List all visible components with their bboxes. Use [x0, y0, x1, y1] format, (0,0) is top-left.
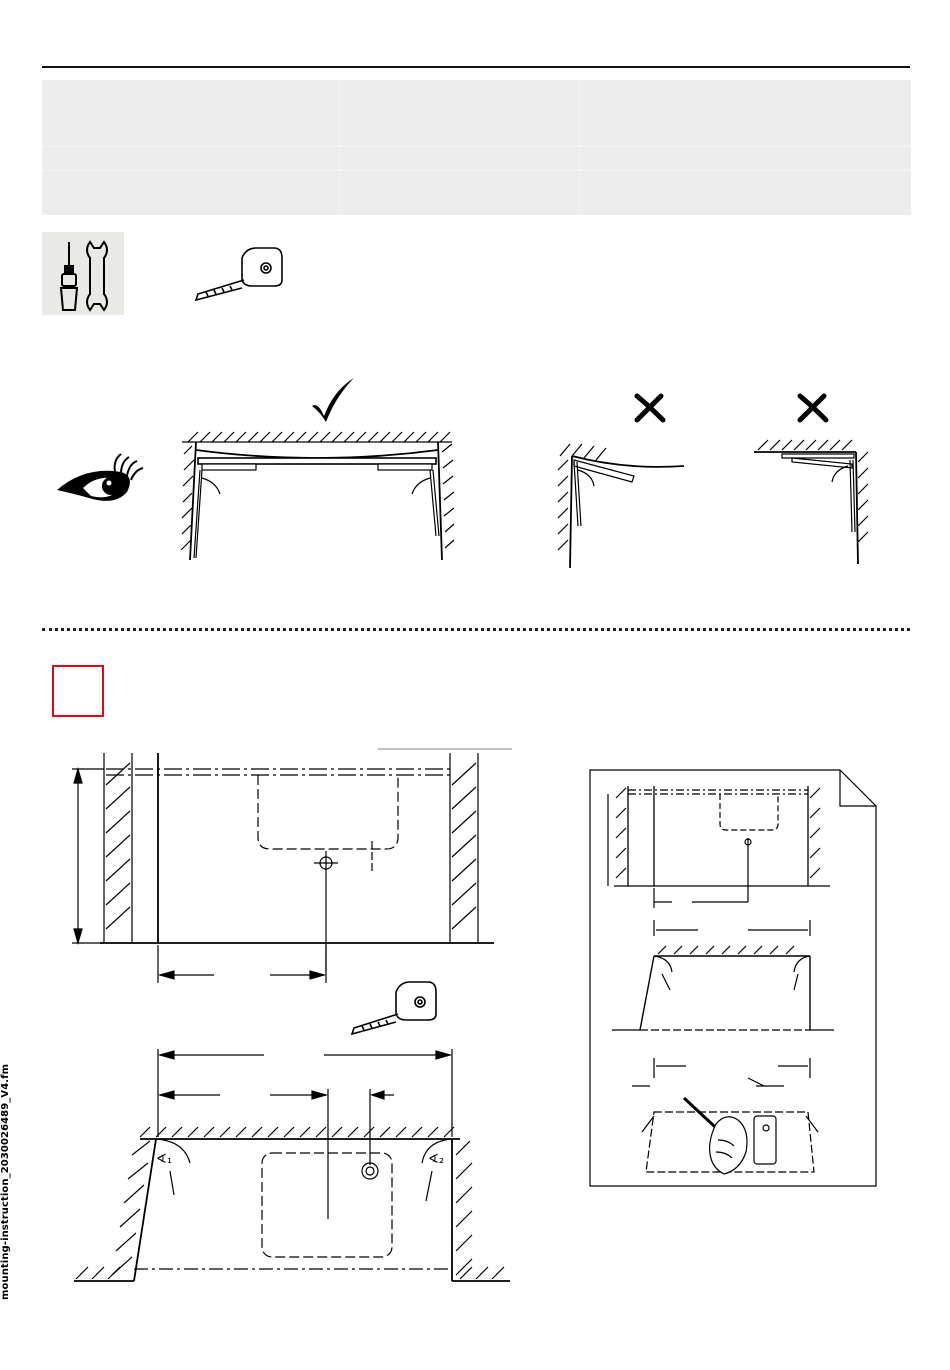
eye-icon [55, 452, 150, 512]
section-separator [42, 628, 910, 631]
info-table [42, 80, 911, 215]
cross-icon [633, 392, 667, 424]
wrong-fit-diagram-2 [752, 436, 872, 571]
svg-text:∢₁: ∢₁ [156, 1152, 173, 1167]
header-rule [42, 66, 910, 68]
template-sheet-diagram [588, 768, 880, 1190]
step-marker [52, 665, 104, 717]
checkmark-icon [310, 376, 360, 424]
file-label: mounting-instruction_2030026489_V4.fm [0, 1063, 11, 1300]
screwdriver-wrench-icon [42, 232, 124, 315]
correct-fit-diagram [180, 430, 455, 565]
cross-icon [796, 392, 830, 424]
tape-measure-icon [350, 978, 440, 1038]
wrong-fit-diagram-1 [556, 440, 691, 570]
front-measure-diagram [70, 745, 520, 985]
plan-measure-diagram [70, 1045, 520, 1295]
tape-measure-icon [190, 244, 290, 304]
svg-text:∢₂: ∢₂ [428, 1152, 445, 1167]
tools-icon-box [42, 232, 124, 315]
